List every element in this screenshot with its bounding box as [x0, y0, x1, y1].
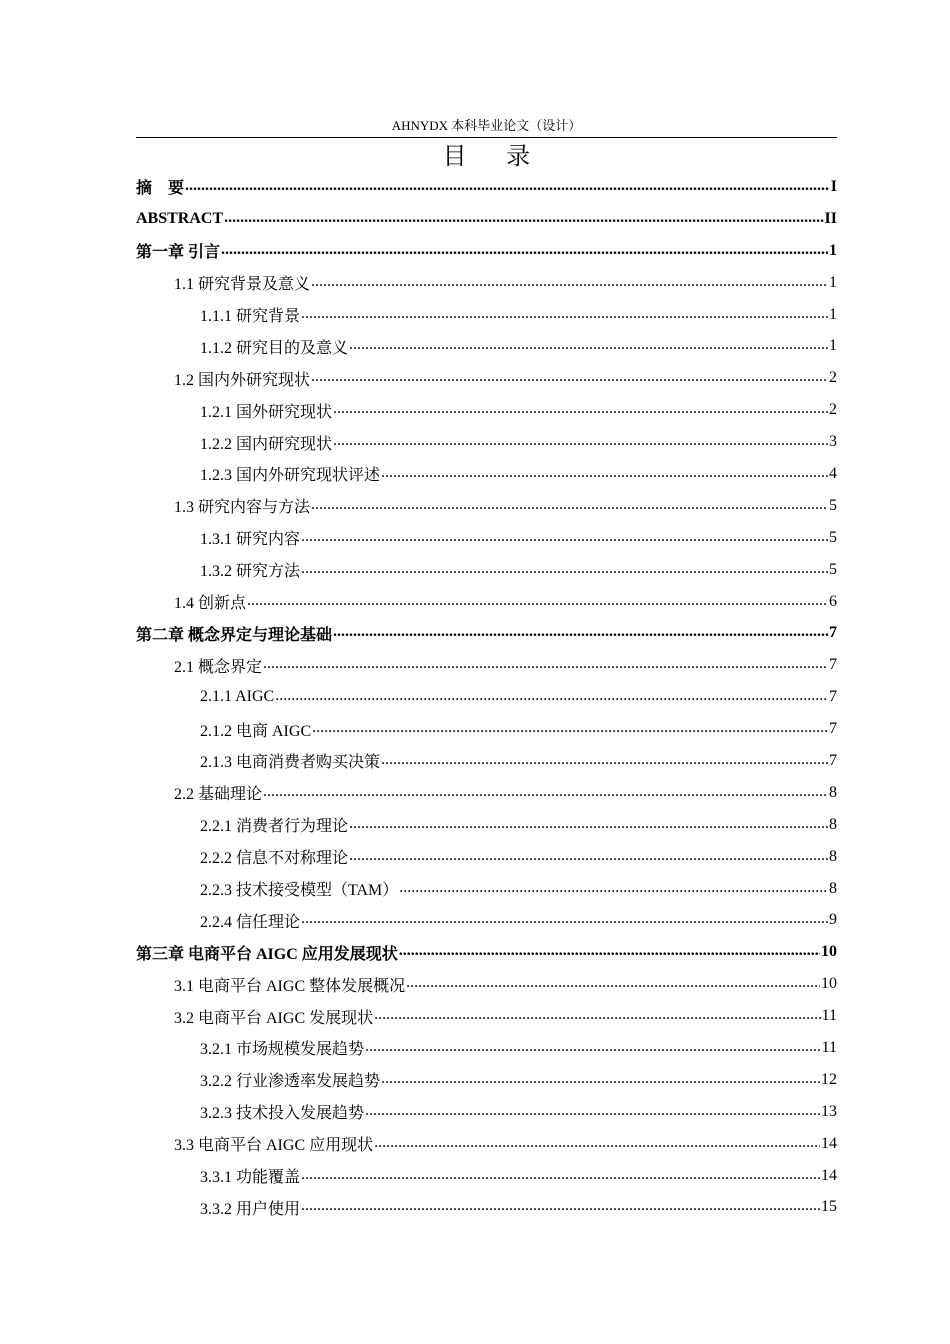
- toc-leader-dots: [333, 432, 828, 452]
- toc-entry-label: ABSTRACT: [136, 209, 224, 227]
- toc-entry-label: 2.2.4 信任理论: [200, 913, 301, 931]
- toc-entry[interactable]: [136, 554, 837, 586]
- toc-leader-dots: [381, 751, 828, 771]
- toc-entry-page: 14: [821, 1134, 837, 1152]
- toc-entry[interactable]: [136, 904, 837, 936]
- toc-entry[interactable]: [136, 1192, 837, 1224]
- toc-entry[interactable]: [136, 203, 837, 235]
- toc-entry-label: 3.2 电商平台 AIGC 发展现状: [174, 1009, 374, 1027]
- toc-entry-page: 7: [829, 624, 837, 642]
- toc-entry-label: 2.2.1 消费者行为理论: [200, 818, 349, 836]
- toc-entry[interactable]: [136, 299, 837, 331]
- toc-entry-page: 7: [829, 656, 837, 674]
- toc-entry[interactable]: [136, 617, 837, 649]
- toc-leader-dots: [301, 528, 828, 548]
- toc-entry-page: 12: [821, 1070, 837, 1088]
- toc-entry-label: 1.3 研究内容与方法: [174, 499, 311, 517]
- toc-leader-dots: [381, 1070, 820, 1090]
- toc-entry[interactable]: [136, 1032, 837, 1064]
- toc-entry[interactable]: [136, 171, 837, 203]
- toc-leader-dots: [312, 719, 828, 739]
- toc-leader-dots: [349, 847, 828, 867]
- toc-entry[interactable]: [136, 235, 837, 267]
- toc-entry-page: I: [830, 177, 837, 195]
- toc-leader-dots: [311, 273, 828, 293]
- toc-entry-label: 2.2.2 信息不对称理论: [200, 850, 349, 868]
- toc-entry[interactable]: [136, 681, 837, 713]
- toc-entry[interactable]: [136, 1160, 837, 1192]
- toc-entry-page: 5: [829, 528, 837, 546]
- header-rule: [136, 137, 837, 138]
- toc-entry-page: 8: [829, 847, 837, 865]
- toc-entry[interactable]: [136, 936, 837, 968]
- toc-leader-dots: [275, 687, 828, 707]
- toc-entry-page: 9: [829, 911, 837, 929]
- toc-entry-label: 1.1.2 研究目的及意义: [200, 339, 349, 357]
- toc-entry-label: 2.1.3 电商消费者购买决策: [200, 754, 381, 772]
- toc-leader-dots: [311, 496, 828, 516]
- toc-leader-dots: [381, 464, 828, 484]
- toc-entry-page: 10: [821, 975, 837, 993]
- toc-entry[interactable]: [136, 841, 837, 873]
- toc-entry-page: 14: [821, 1166, 837, 1184]
- toc-leader-dots: [247, 592, 828, 612]
- running-header: AHNYDX 本科毕业论文（设计）: [391, 118, 582, 133]
- toc-entry[interactable]: [136, 458, 837, 490]
- toc-leader-dots: [224, 209, 823, 229]
- toc-leader-dots: [399, 942, 820, 962]
- toc-entry-label: 第三章 电商平台 AIGC 应用发展现状: [136, 945, 398, 963]
- toc-entry-label: 1.2.2 国内研究现状: [200, 435, 333, 453]
- toc-entry[interactable]: [136, 1096, 837, 1128]
- toc-entry-page: 1: [829, 241, 837, 259]
- toc-entry-page: 1: [829, 305, 837, 323]
- toc-entry-label: 1.2.3 国内外研究现状评述: [200, 467, 381, 485]
- toc-entry-label: 3.3.2 用户使用: [200, 1200, 301, 1218]
- toc-leader-dots: [301, 1166, 820, 1186]
- toc-entry-page: II: [824, 209, 837, 227]
- toc-entry-page: 2: [829, 401, 837, 419]
- toc-entry-label: 1.2.1 国外研究现状: [200, 403, 333, 421]
- toc-leader-dots: [374, 1006, 820, 1026]
- toc-entry-page: 8: [829, 815, 837, 833]
- toc-entry-label: 3.2.1 市场规模发展趋势: [200, 1041, 365, 1059]
- toc-leader-dots: [406, 974, 820, 994]
- toc-entry-label: 3.3 电商平台 AIGC 应用现状: [174, 1137, 374, 1155]
- toc-entry-page: 6: [829, 592, 837, 610]
- toc-entry-page: 7: [829, 751, 837, 769]
- toc-leader-dots: [301, 560, 828, 580]
- toc-entry[interactable]: [136, 330, 837, 362]
- toc-entry-page: 3: [829, 433, 837, 451]
- toc-entry-page: 11: [821, 1038, 837, 1056]
- toc-entry-page: 8: [829, 783, 837, 801]
- toc-entry[interactable]: [136, 522, 837, 554]
- toc-leader-dots: [365, 1102, 820, 1122]
- toc-entry[interactable]: [136, 490, 837, 522]
- toc-leader-dots: [301, 1197, 820, 1217]
- toc-leader-dots: [333, 623, 828, 643]
- toc-entry[interactable]: [136, 586, 837, 618]
- toc-entry[interactable]: [136, 968, 837, 1000]
- toc-entry-label: 2.1.1 AIGC: [200, 688, 275, 706]
- table-of-contents: [136, 171, 837, 1223]
- toc-leader-dots: [221, 241, 828, 261]
- toc-entry[interactable]: [136, 713, 837, 745]
- toc-leader-dots: [301, 305, 828, 325]
- toc-leader-dots: [263, 783, 828, 803]
- toc-entry[interactable]: [136, 809, 837, 841]
- toc-entry-page: 7: [829, 688, 837, 706]
- toc-leader-dots: [349, 336, 828, 356]
- toc-leader-dots: [349, 815, 828, 835]
- toc-entry[interactable]: [136, 1064, 837, 1096]
- toc-leader-dots: [374, 1134, 820, 1154]
- toc-entry-label: 摘 要: [136, 180, 185, 198]
- toc-entry[interactable]: [136, 873, 837, 905]
- toc-entry-label: 3.2.3 技术投入发展趋势: [200, 1105, 365, 1123]
- toc-entry-label: 2.1.2 电商 AIGC: [200, 722, 312, 740]
- toc-leader-dots: [311, 368, 828, 388]
- toc-entry-label: 第二章 概念界定与理论基础: [136, 626, 333, 644]
- toc-entry-page: 4: [829, 464, 837, 482]
- page-title: 目 录: [442, 142, 547, 170]
- toc-entry-label: 2.1 概念界定: [174, 658, 263, 676]
- toc-entry[interactable]: [136, 394, 837, 426]
- toc-entry-page: 7: [829, 720, 837, 738]
- toc-entry-page: 1: [829, 337, 837, 355]
- toc-leader-dots: [185, 177, 830, 197]
- toc-leader-dots: [399, 879, 828, 899]
- toc-entry[interactable]: [136, 745, 837, 777]
- toc-leader-dots: [333, 400, 828, 420]
- toc-entry-label: 1.3.2 研究方法: [200, 563, 301, 581]
- toc-entry-page: 1: [829, 273, 837, 291]
- toc-entry[interactable]: [136, 362, 837, 394]
- toc-entry-page: 5: [829, 496, 837, 514]
- toc-entry-label: 1.1.1 研究背景: [200, 308, 301, 325]
- toc-entry-label: 第一章 引言: [136, 244, 221, 262]
- toc-entry-page: 5: [829, 560, 837, 578]
- toc-entry-label: 1.2 国内外研究现状: [174, 371, 311, 389]
- toc-entry-page: 8: [829, 879, 837, 897]
- toc-leader-dots: [301, 910, 828, 930]
- toc-entry-page: 13: [821, 1102, 837, 1120]
- toc-entry-label: 3.3.1 功能覆盖: [200, 1169, 301, 1187]
- toc-entry-page: 15: [821, 1198, 837, 1216]
- toc-entry-label: 1.4 创新点: [174, 595, 247, 613]
- toc-entry-label: 2.2 基础理论: [174, 786, 263, 804]
- toc-entry-page: 11: [821, 1007, 837, 1025]
- toc-leader-dots: [365, 1038, 821, 1058]
- toc-entry-label: 3.1 电商平台 AIGC 整体发展概况: [174, 977, 406, 995]
- toc-entry-page: 2: [829, 369, 837, 387]
- toc-entry[interactable]: [136, 1128, 837, 1160]
- toc-entry[interactable]: [136, 649, 837, 681]
- toc-entry-page: 10: [821, 943, 837, 961]
- toc-entry-label: 1.3.1 研究内容: [200, 531, 301, 549]
- toc-entry-label: 3.2.2 行业渗透率发展趋势: [200, 1073, 381, 1091]
- toc-entry[interactable]: [136, 267, 837, 299]
- toc-entry[interactable]: [136, 1000, 837, 1032]
- toc-entry-label: 2.2.3 技术接受模型（TAM）: [200, 882, 399, 900]
- toc-entry-label: 1.1 研究背景及意义: [174, 276, 311, 294]
- toc-entry[interactable]: [136, 777, 837, 809]
- toc-leader-dots: [263, 655, 828, 675]
- toc-entry[interactable]: [136, 426, 837, 458]
